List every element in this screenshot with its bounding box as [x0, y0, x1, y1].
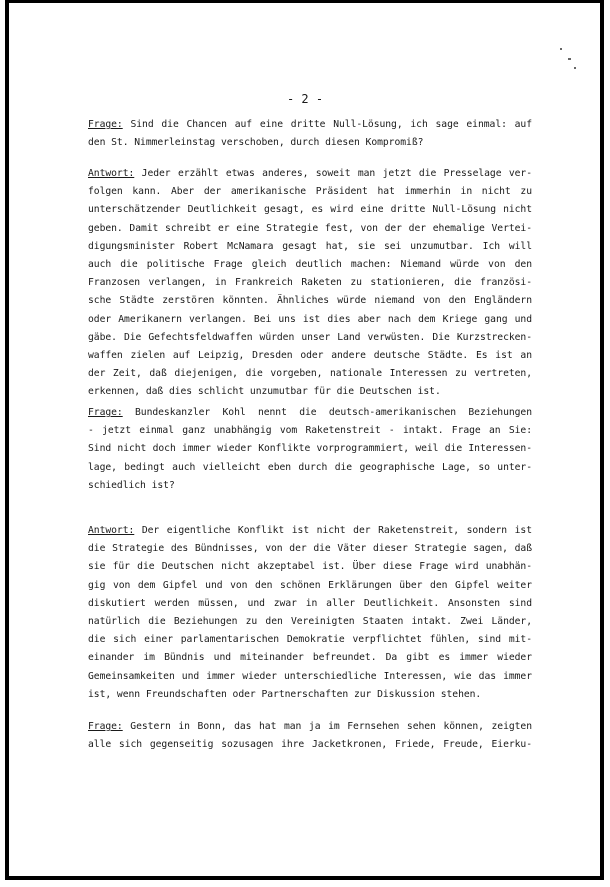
text-line: Franzosen verlangen, in Frankreich Raketen zu stationieren, die französi- [88, 277, 532, 289]
text-line: Frage: Gestern in Bonn, das hat man ja im Fernsehen sehen können, zeigten [88, 721, 532, 732]
text-line: Frage: Sind die Chancen auf eine dritte Null-Lösung, ich sage einmal: auf [88, 119, 532, 130]
speaker-label: Frage: [88, 119, 123, 130]
paragraph-2 [88, 165, 532, 401]
text-line: die sich einer parlamentarischen Demokratie verpflichtet fühlen, sind mit- [88, 634, 532, 646]
text-line: die Strategie des Bündnisses, von der die Väter dieser Strategie sagen, daß [88, 543, 532, 555]
text-line: Frage: Bundeskanzler Kohl nennt die deutsch-amerikanischen Beziehungen [88, 407, 532, 418]
paragraph-5 [88, 718, 532, 754]
text-line: erkennen, daß dies schlicht unzumutbar für die Deutschen ist. [88, 386, 441, 398]
scan-speck [568, 58, 571, 60]
speaker-label: Antwort: [88, 525, 135, 536]
text-line: folgen kann. Aber der amerikanische Präsident hat immerhin in nicht zu [88, 186, 532, 198]
paragraph-3 [88, 404, 532, 495]
scan-speck [574, 67, 576, 69]
text-line: den St. Nimmerleinstag verschoben, durch diesen Kompromiß? [88, 137, 424, 149]
page-number: - 2 - [286, 92, 324, 106]
paragraph-1 [88, 116, 532, 152]
text-line: digungsminister Robert McNamara gesagt hat, sie sei unzumutbar. Ich will [88, 240, 532, 252]
text-line: lage, bedingt auch vielleicht eben durch die geographische Lage, so unter- [88, 461, 532, 473]
text-line: alle sich gegenseitig sozusagen ihre Jacketkronen, Friede, Freude, Eierku- [88, 739, 532, 751]
text-line: natürlich die Beziehungen zu den Vereinigten Staaten intakt. Zwei Länder, [88, 615, 532, 627]
text-line: - jetzt einmal ganz unabhängig vom Raketenstreit - intakt. Frage an Sie: [88, 425, 532, 437]
scan-speck [560, 48, 562, 50]
text-line: waffen zielen auf Leipzig, Dresden oder andere deutsche Städte. Es ist an [88, 349, 532, 361]
speaker-label: Frage: [88, 407, 123, 418]
text-line: diskutiert werden müssen, und zwar in aller Deutlichkeit. Ansonsten sind [88, 597, 532, 609]
text-line: oder Amerikanern verlangen. Bei uns ist dies aber nach dem Kriege gang und [88, 313, 532, 325]
text-line: auch die politische Frage gleich deutlich machen: Niemand würde von den [88, 258, 532, 270]
text-line: Gemeinsamkeiten und immer wieder unterschiedliche Interessen, wie das immer [88, 670, 532, 682]
speaker-label: Frage: [88, 721, 123, 732]
text-line: sche Städte zerstören könnten. Ähnliches würde niemand von den Engländern [88, 295, 532, 307]
text-line: geben. Damit schreibt er eine Strategie fest, von der der ehemalige Vertei- [88, 222, 532, 234]
text-line: einander im Bündnis und miteinander befreundet. Da gibt es immer wieder [88, 652, 532, 664]
text-line: Sind nicht doch immer wieder Konflikte vorprogrammiert, weil die Interessen- [88, 443, 532, 455]
text-line: Antwort: Jeder erzählt etwas anderes, soweit man jetzt die Presselage ver- [88, 168, 532, 179]
speaker-label: Antwort: [88, 168, 135, 179]
text-line: sie für die Deutschen nicht akzeptabel ist. Über diese Frage wird unabhän- [88, 561, 532, 573]
text-line: unterschätzender Deutlichkeit gesagt, es wird eine dritte Null-Lösung nicht [88, 204, 532, 216]
text-line: Antwort: Der eigentliche Konflikt ist nicht der Raketenstreit, sondern ist [88, 525, 532, 536]
text-line: schiedlich ist? [88, 479, 175, 491]
text-line: gäbe. Die Gefechtsfeldwaffen würden unser Land verwüsten. Die Kurzstrecken- [88, 331, 532, 343]
text-line: der Zeit, daß diejenigen, die vorgeben, nationale Interessen zu vertreten, [88, 368, 532, 380]
paragraph-4 [88, 522, 532, 704]
text-line: gig von dem Gipfel und von den schönen Erklärungen über den Gipfel weiter [88, 579, 532, 591]
text-line: ist, wenn Freundschaften oder Partnerschaften zur Diskussion stehen. [88, 688, 482, 700]
